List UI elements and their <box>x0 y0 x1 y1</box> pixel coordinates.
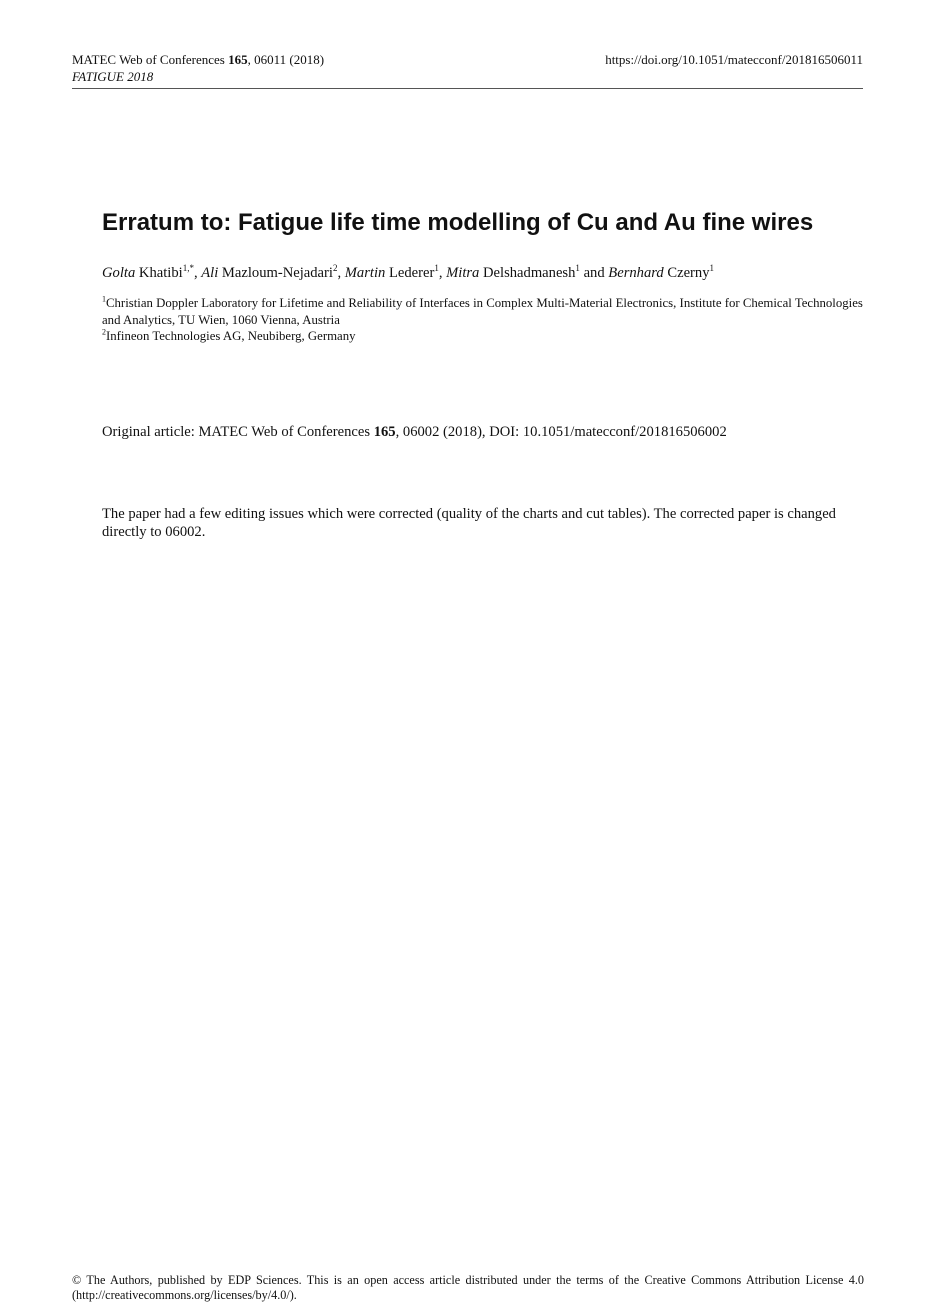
author-affiliation-marker: 1 <box>709 263 714 274</box>
author-affiliation-marker: 2 <box>332 263 338 274</box>
author-affiliation-marker: 1,* <box>182 263 194 274</box>
affiliation-marker: 2 <box>102 327 106 337</box>
affiliation-text: Christian Doppler Laboratory for Lifetime and Reliability of Interfaces in Complex Multi-Material Electronics, Institute for Chemical Technologies and Analytics, TU Wien, 1060 Vienna, Austria <box>102 296 863 327</box>
author-separator: , <box>337 265 345 281</box>
author <box>608 265 714 281</box>
affiliation-text: Infineon Technologies AG, Neubiberg, Germany <box>106 329 356 343</box>
author-family-name: Mazloum-Nejadari <box>218 265 333 281</box>
author-given-name: Martin <box>344 265 386 281</box>
author-affiliation-marker: 1 <box>434 263 439 274</box>
header-conference <box>72 51 324 68</box>
author-family-name: Lederer <box>385 265 435 281</box>
author-family-name: Khatibi <box>135 265 183 281</box>
author-separator: , <box>438 265 447 281</box>
author-given-name: Bernhard <box>608 265 664 281</box>
header-conference-name: MATEC Web of Conferences <box>72 52 229 67</box>
original-article-volume: 165 <box>373 424 396 440</box>
author-separator: and <box>579 265 609 281</box>
affiliation-list <box>102 295 864 345</box>
header-series: FATIGUE 2018 <box>72 69 154 84</box>
header-doi-link[interactable]: https://doi.org/10.1051/matecconf/201816506011 <box>605 52 863 67</box>
header-volume: 165 <box>228 52 248 67</box>
author <box>446 265 608 281</box>
header-citation <box>72 51 324 85</box>
erratum-body: The paper had a few editing issues which were corrected (quality of the charts and cut tables). The corrected paper is changed directly to 06002. <box>102 506 836 540</box>
license-footer: © The Authors, published by EDP Sciences. This is an open access article distributed under the terms of the Creative Commons Attribution License 4.0 (http://creativecommons.org/licenses/by/4.0/). <box>72 1273 864 1302</box>
original-article-prefix: Original article: MATEC Web of Conferences <box>102 424 374 440</box>
author-given-name: Ali <box>201 265 219 281</box>
page-header <box>72 51 863 89</box>
author-family-name: Czerny <box>663 265 710 281</box>
author-family-name: Delshadmanesh <box>479 265 576 281</box>
author <box>102 265 201 281</box>
author <box>201 265 345 281</box>
author <box>345 265 446 281</box>
author-list <box>102 263 714 283</box>
header-article-number: , 06011 (2018) <box>247 52 325 67</box>
author-given-name: Golta <box>102 265 136 281</box>
author-affiliation-marker: 1 <box>575 263 580 274</box>
author-separator: , <box>193 265 202 281</box>
original-article-doi: , 06002 (2018), DOI: 10.1051/matecconf/201816506002 <box>395 424 727 440</box>
paper-title: Erratum to: Fatigue life time modelling of Cu and Au fine wires <box>102 209 814 236</box>
affiliation-marker: 1 <box>102 294 106 304</box>
affiliation <box>102 295 864 328</box>
affiliation <box>102 328 864 345</box>
author-given-name: Mitra <box>446 265 480 281</box>
original-article-reference <box>102 423 727 442</box>
